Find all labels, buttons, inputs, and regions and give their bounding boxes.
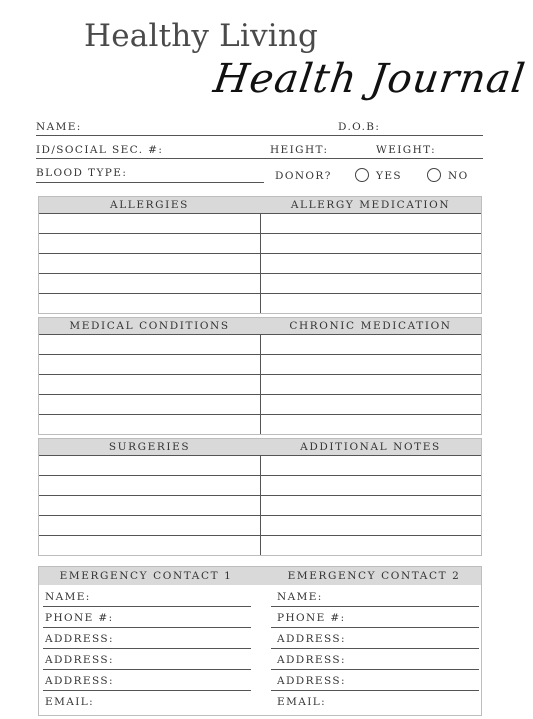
table-header <box>39 439 481 455</box>
name-label: NAME: <box>36 121 82 133</box>
page-title: Healthy Living <box>84 18 319 54</box>
ec2-name-line[interactable] <box>271 606 479 607</box>
ec1-address-label: ADDRESS: <box>45 633 114 645</box>
table-header <box>39 197 481 213</box>
dob-label: D.O.B: <box>338 121 381 133</box>
column-divider <box>260 213 261 313</box>
medical-conditions-table <box>38 317 482 435</box>
ec2-address-label: ADDRESS: <box>277 633 346 645</box>
donor-yes-radio[interactable] <box>355 168 369 182</box>
ec1-name-line[interactable] <box>43 606 251 607</box>
column-divider <box>260 334 261 434</box>
ec2-phone-label: PHONE #: <box>277 612 346 624</box>
allergies-header: ALLERGIES <box>110 199 189 211</box>
ec2-address-label: ADDRESS: <box>277 654 346 666</box>
ec1-name-label: NAME: <box>45 591 91 603</box>
ec2-address-line[interactable] <box>271 648 479 649</box>
blood-type-line[interactable] <box>36 182 264 183</box>
ec2-name-label: NAME: <box>277 591 323 603</box>
ec2-address-line[interactable] <box>271 669 479 670</box>
ec2-email-label: EMAIL: <box>277 696 327 708</box>
emergency-contact-2-header: EMERGENCY CONTACT 2 <box>287 570 461 582</box>
medical-conditions-header: MEDICAL CONDITIONS <box>69 320 230 332</box>
ec2-address-label: ADDRESS: <box>277 675 346 687</box>
ec1-address-label: ADDRESS: <box>45 654 114 666</box>
emergency-header <box>39 567 481 585</box>
id-line[interactable] <box>36 158 483 159</box>
emergency-contacts-box <box>38 566 482 716</box>
donor-no-radio[interactable] <box>427 168 441 182</box>
height-label: HEIGHT: <box>270 144 329 156</box>
page-subtitle: Health Journal <box>210 56 529 102</box>
emergency-contact-1-header: EMERGENCY CONTACT 1 <box>59 570 233 582</box>
ec1-address-label: ADDRESS: <box>45 675 114 687</box>
name-line[interactable] <box>36 135 483 136</box>
surgeries-header: SURGERIES <box>108 441 191 453</box>
column-divider <box>260 455 261 555</box>
allergies-table <box>38 196 482 314</box>
additional-notes-header: ADDITIONAL NOTES <box>300 441 441 453</box>
ec1-address-line[interactable] <box>43 669 251 670</box>
id-label: ID/SOCIAL SEC. #: <box>36 144 164 156</box>
ec1-email-label: EMAIL: <box>45 696 95 708</box>
table-header <box>39 318 481 334</box>
ec2-address-line[interactable] <box>271 690 479 691</box>
donor-yes-label: YES <box>376 170 402 182</box>
ec1-phone-line[interactable] <box>43 627 251 628</box>
surgeries-table <box>38 438 482 556</box>
ec2-phone-line[interactable] <box>271 627 479 628</box>
weight-label: WEIGHT: <box>376 144 437 156</box>
ec1-phone-label: PHONE #: <box>45 612 114 624</box>
chronic-medication-header: CHRONIC MEDICATION <box>289 320 452 332</box>
allergy-medication-header: ALLERGY MEDICATION <box>290 199 451 211</box>
donor-label: DONOR? <box>275 170 332 182</box>
ec1-address-line[interactable] <box>43 648 251 649</box>
ec1-address-line[interactable] <box>43 690 251 691</box>
donor-no-label: NO <box>448 170 469 182</box>
blood-type-label: BLOOD TYPE: <box>36 167 128 179</box>
